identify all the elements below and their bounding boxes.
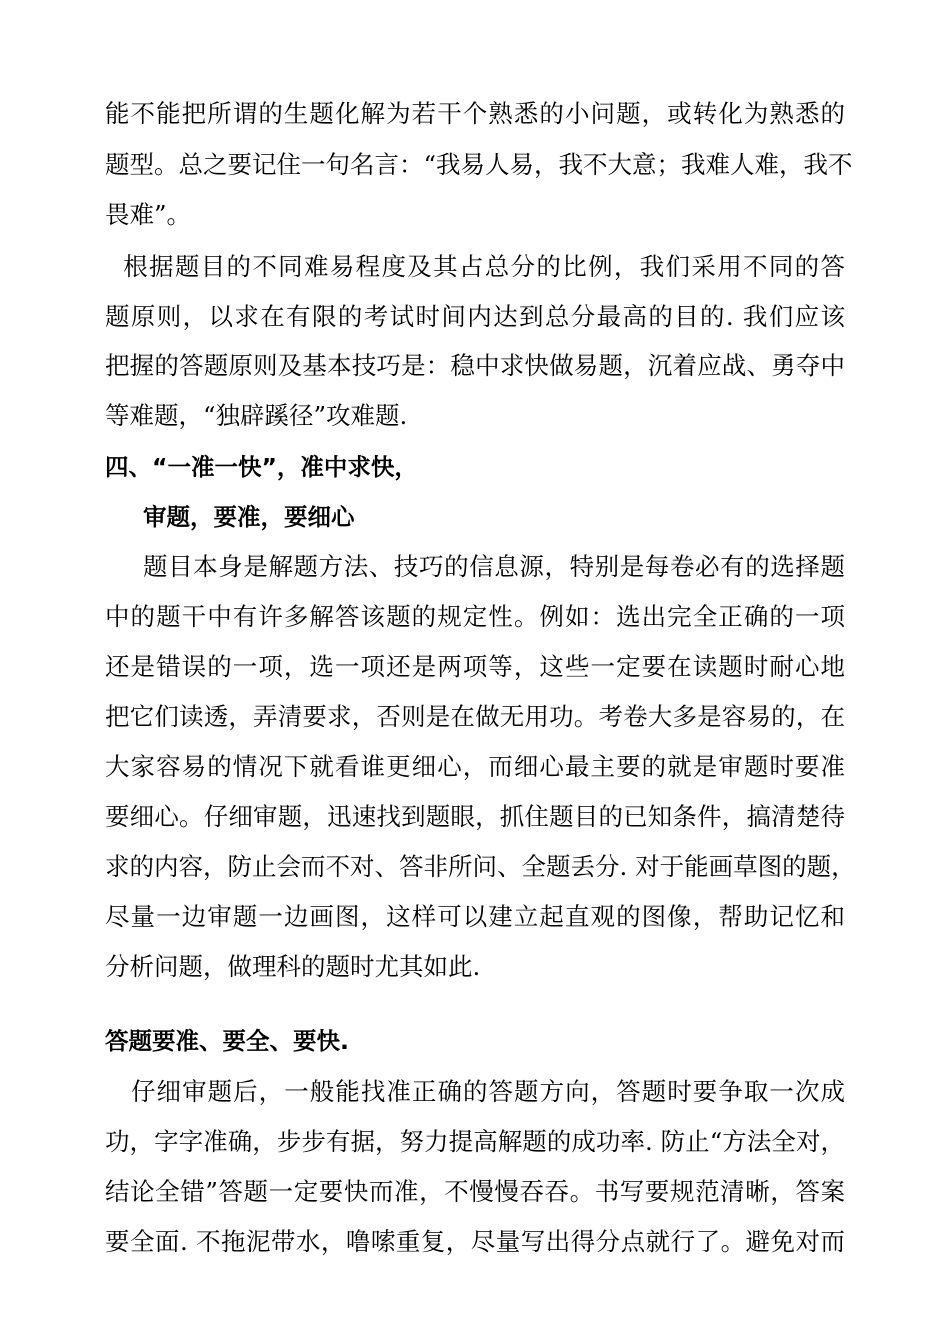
subheading-review-question: 审题，要准，要细心 [143,503,355,531]
paragraph-2-line-2: 题原则，以求在有限的考试时间内达到总分最高的目的. 我们应该 [105,302,845,331]
paragraph-1-line-3: 畏难”。 [105,200,192,229]
paragraph-3-line-8: 尽量一边审题一边画图，这样可以建立起直观的图像，帮助记忆和 [105,902,845,931]
paragraph-4-line-4: 要全面. 不拖泥带水，噜嗦重复，尽量写出得分点就行了。避免对而 [105,1227,845,1256]
paragraph-1-line-1: 能不能把所谓的生题化解为若干个熟悉的小问题，或转化为熟悉的 [105,99,845,128]
paragraph-3-line-3: 还是错误的一项，选一项还是两项等，这些一定要在读题时耐心地 [105,652,845,681]
paragraph-4-line-2: 功，字字准确，步步有据，努力提高解题的成功率. 防止“方法全对， [105,1127,845,1156]
paragraph-1-line-2: 题型。总之要记住一句名言：“我易人易，我不大意；我难人难，我不 [105,150,853,179]
section-heading-4: 四、“一准一快”，准中求快， [105,453,418,481]
paragraph-3-line-1: 题目本身是解题方法、技巧的信息源，特别是每卷必有的选择题 [143,552,845,581]
paragraph-4-line-3: 结论全错”答题一定要快而准，不慢慢吞吞。书写要规范清晰，答案 [105,1177,845,1206]
paragraph-2-line-3: 把握的答题原则及基本技巧是：稳中求快做易题，沉着应战、勇夺中 [105,351,845,380]
paragraph-3-line-7: 求的内容，防止会而不对、答非所问、全题丢分. 对于能画草图的题， [105,852,856,881]
paragraph-3-line-6: 要细心。仔细审题，迅速找到题眼，抓住题目的已知条件，搞清楚待 [105,802,845,831]
section-heading-answer: 答题要准、要全、要快. [105,1027,349,1055]
paragraph-3-line-9: 分析问题，做理科的题时尤其如此. [105,952,481,981]
paragraph-2-line-4: 等难题，“独辟蹊径”攻难题. [105,401,408,430]
paragraph-3-line-2: 中的题干中有许多解答该题的规定性。例如：选出完全正确的一项 [105,602,845,631]
paragraph-2-line-1: 根据题目的不同难易程度及其占总分的比例，我们采用不同的答 [105,252,845,281]
paragraph-4-line-1: 仔细审题后，一般能找准正确的答题方向，答题时要争取一次成 [131,1077,845,1106]
paragraph-3-line-4: 把它们读透，弄清要求，否则是在做无用功。考卷大多是容易的，在 [105,702,845,731]
paragraph-3-line-5: 大家容易的情况下就看谁更细心，而细心最主要的就是审题时要准 [105,752,845,781]
